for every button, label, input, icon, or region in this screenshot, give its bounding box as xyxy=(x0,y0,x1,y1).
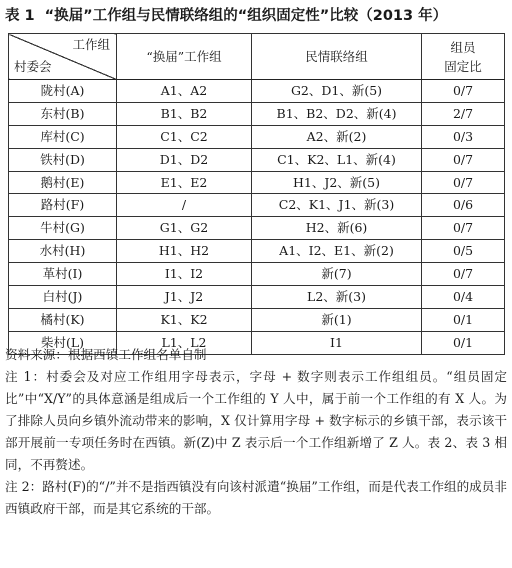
comparison-table xyxy=(8,33,505,355)
table-row xyxy=(9,148,505,171)
cell-huanjie: C1、C2 xyxy=(117,125,252,148)
table-row xyxy=(9,125,505,148)
header-ratio-line2: 固定比 xyxy=(444,58,482,74)
cell-minqing: C1、K2、L1、新(4) xyxy=(252,148,422,171)
cell-ratio: 0/6 xyxy=(422,194,505,217)
cell-huanjie: K1、K2 xyxy=(117,308,252,331)
cell-village: 柴村(L) xyxy=(9,331,117,354)
note-2: 注 2：路村(F)的“/”并不是指西镇没有向该村派遣“换届”工作组，而是代表工作组的成员非西镇政府干部，而是其它系统的干部。 xyxy=(5,479,507,516)
table-header-row xyxy=(9,34,505,80)
cell-ratio: 0/1 xyxy=(422,331,505,354)
table-row xyxy=(9,171,505,194)
header-ratio-line1: 组员 xyxy=(450,39,476,55)
cell-village: 白村(J) xyxy=(9,286,117,309)
cell-village: 橘村(K) xyxy=(9,308,117,331)
cell-huanjie: I1、I2 xyxy=(117,263,252,286)
table-number: 表 1 xyxy=(5,8,35,24)
cell-minqing: B1、B2、D2、新(4) xyxy=(252,102,422,125)
cell-minqing: A1、I2、E1、新(2) xyxy=(252,240,422,263)
cell-huanjie: / xyxy=(117,194,252,217)
table-row xyxy=(9,308,505,331)
cell-ratio: 0/4 xyxy=(422,286,505,309)
table-row xyxy=(9,194,505,217)
cell-huanjie: J1、J2 xyxy=(117,286,252,309)
cell-ratio: 2/7 xyxy=(422,102,505,125)
cell-minqing: A2、新(2) xyxy=(252,125,422,148)
cell-ratio: 0/5 xyxy=(422,240,505,263)
table-caption xyxy=(5,6,509,26)
header-corner-cell xyxy=(9,34,117,80)
cell-village: 鹅村(E) xyxy=(9,171,117,194)
table-row xyxy=(9,240,505,263)
cell-ratio: 0/7 xyxy=(422,263,505,286)
table-row xyxy=(9,80,505,103)
cell-huanjie: A1、A2 xyxy=(117,80,252,103)
cell-ratio: 0/7 xyxy=(422,80,505,103)
cell-huanjie: B1、B2 xyxy=(117,102,252,125)
cell-huanjie: G1、G2 xyxy=(117,217,252,240)
cell-village: 铁村(D) xyxy=(9,148,117,171)
cell-village: 水村(H) xyxy=(9,240,117,263)
note-1: 注 1：村委会及对应工作组用字母表示，字母 + 数字则表示工作组组员。“组员固定比”中“X/Y”的具体意涵是组成后一个工作组的 Y 人中，属于前一个工作组的有 X 人。为了排除人员向乡镇外流动带来的影响，X 仅计算用字母 + 数字标示的乡镇干部，表示该干部开展前一专项任务时在西镇。新(Z)中 Z 表示后一个工作组新增了 Z 人。表 2、表 3 相同，不再赘述。 xyxy=(5,369,507,472)
cell-minqing: 新(7) xyxy=(252,263,422,286)
cell-ratio: 0/7 xyxy=(422,217,505,240)
table-title: “换届”工作组与民情联络组的“组织固定性”比较（2013 年） xyxy=(44,8,448,24)
cell-minqing: L2、新(3) xyxy=(252,286,422,309)
header-minqing: 民情联络组 xyxy=(252,34,422,80)
cell-village: 牛村(G) xyxy=(9,217,117,240)
table-row xyxy=(9,286,505,309)
cell-ratio: 0/7 xyxy=(422,148,505,171)
header-corner-bottom: 村委会 xyxy=(14,59,52,74)
cell-minqing: H1、J2、新(5) xyxy=(252,171,422,194)
cell-huanjie: D1、D2 xyxy=(117,148,252,171)
cell-minqing: G2、D1、新(5) xyxy=(252,80,422,103)
header-huanjie: “换届”工作组 xyxy=(117,34,252,80)
cell-ratio: 0/7 xyxy=(422,171,505,194)
cell-village: 东村(B) xyxy=(9,102,117,125)
cell-huanjie: E1、E2 xyxy=(117,171,252,194)
table-notes xyxy=(5,344,507,520)
cell-huanjie: H1、H2 xyxy=(117,240,252,263)
cell-ratio: 0/1 xyxy=(422,308,505,331)
cell-village: 库村(C) xyxy=(9,125,117,148)
source-note: 资料来源：根据西镇工作组名单自制 xyxy=(5,347,207,362)
cell-minqing: 新(1) xyxy=(252,308,422,331)
cell-minqing: C2、K1、J1、新(3) xyxy=(252,194,422,217)
table-row xyxy=(9,217,505,240)
table-row xyxy=(9,102,505,125)
cell-huanjie: L1、L2 xyxy=(117,331,252,354)
header-ratio xyxy=(422,34,505,80)
header-corner-top: 工作组 xyxy=(72,37,110,52)
cell-minqing: I1 xyxy=(252,331,422,354)
cell-village: 陇村(A) xyxy=(9,80,117,103)
cell-ratio: 0/3 xyxy=(422,125,505,148)
cell-village: 革村(I) xyxy=(9,263,117,286)
cell-minqing: H2、新(6) xyxy=(252,217,422,240)
cell-village: 路村(F) xyxy=(9,194,117,217)
table-row xyxy=(9,263,505,286)
